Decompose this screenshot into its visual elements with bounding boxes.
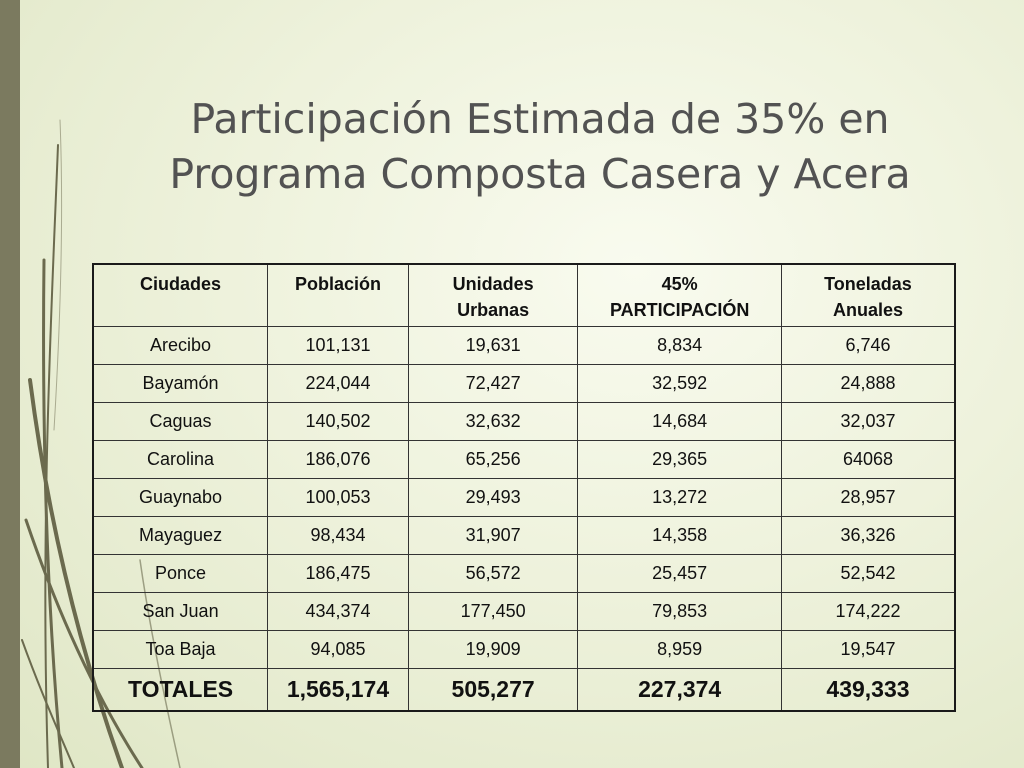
cell-poblacion: 98,434 xyxy=(268,516,409,554)
cell-ciudad: Toa Baja xyxy=(93,630,268,668)
table-row xyxy=(93,516,955,554)
cell-unidades: 177,450 xyxy=(408,592,577,630)
cell-poblacion: 140,502 xyxy=(268,402,409,440)
totals-poblacion: 1,565,174 xyxy=(268,668,409,711)
cell-toneladas: 32,037 xyxy=(781,402,955,440)
cell-poblacion: 100,053 xyxy=(268,478,409,516)
cell-participacion: 25,457 xyxy=(578,554,782,592)
cell-unidades: 29,493 xyxy=(408,478,577,516)
cell-unidades: 65,256 xyxy=(408,440,577,478)
cell-poblacion: 186,076 xyxy=(268,440,409,478)
cell-ciudad: Arecibo xyxy=(93,326,268,364)
cell-poblacion: 94,085 xyxy=(268,630,409,668)
table-row xyxy=(93,554,955,592)
cell-ciudad: Carolina xyxy=(93,440,268,478)
totals-participacion: 227,374 xyxy=(578,668,782,711)
table-row xyxy=(93,364,955,402)
cell-unidades: 72,427 xyxy=(408,364,577,402)
cell-participacion: 79,853 xyxy=(578,592,782,630)
cell-unidades: 32,632 xyxy=(408,402,577,440)
table-row xyxy=(93,592,955,630)
cell-poblacion: 434,374 xyxy=(268,592,409,630)
totals-row xyxy=(93,668,955,711)
cell-toneladas: 19,547 xyxy=(781,630,955,668)
cell-unidades: 56,572 xyxy=(408,554,577,592)
cell-participacion: 13,272 xyxy=(578,478,782,516)
cell-toneladas: 52,542 xyxy=(781,554,955,592)
header-ciudades: Ciudades xyxy=(93,264,268,326)
cell-toneladas: 24,888 xyxy=(781,364,955,402)
slide-title xyxy=(100,92,980,202)
cell-toneladas: 174,222 xyxy=(781,592,955,630)
totals-unidades: 505,277 xyxy=(408,668,577,711)
cell-participacion: 29,365 xyxy=(578,440,782,478)
cell-participacion: 32,592 xyxy=(578,364,782,402)
cell-ciudad: Ponce xyxy=(93,554,268,592)
title-line-2: Programa Composta Casera y Acera xyxy=(169,150,911,198)
totals-toneladas: 439,333 xyxy=(781,668,955,711)
table-header-row xyxy=(93,264,955,326)
cell-poblacion: 186,475 xyxy=(268,554,409,592)
table-row xyxy=(93,478,955,516)
cell-ciudad: Guaynabo xyxy=(93,478,268,516)
cell-ciudad: Bayamón xyxy=(93,364,268,402)
cell-toneladas: 64068 xyxy=(781,440,955,478)
table-row xyxy=(93,326,955,364)
cell-toneladas: 36,326 xyxy=(781,516,955,554)
totals-label: TOTALES xyxy=(93,668,268,711)
table-row xyxy=(93,402,955,440)
header-participacion: 45% PARTICIPACIÓN xyxy=(578,264,782,326)
table-row xyxy=(93,440,955,478)
cell-ciudad: Caguas xyxy=(93,402,268,440)
cell-participacion: 8,959 xyxy=(578,630,782,668)
cell-participacion: 8,834 xyxy=(578,326,782,364)
cell-participacion: 14,358 xyxy=(578,516,782,554)
cell-participacion: 14,684 xyxy=(578,402,782,440)
header-unidades-urbanas: Unidades Urbanas xyxy=(408,264,577,326)
cell-unidades: 31,907 xyxy=(408,516,577,554)
cell-poblacion: 101,131 xyxy=(268,326,409,364)
table-row xyxy=(93,630,955,668)
cell-unidades: 19,909 xyxy=(408,630,577,668)
header-toneladas-anuales: Toneladas Anuales xyxy=(781,264,955,326)
cell-poblacion: 224,044 xyxy=(268,364,409,402)
cell-toneladas: 6,746 xyxy=(781,326,955,364)
header-poblacion: Población xyxy=(268,264,409,326)
title-line-1: Participación Estimada de 35% en xyxy=(190,95,890,143)
cell-ciudad: Mayaguez xyxy=(93,516,268,554)
cell-toneladas: 28,957 xyxy=(781,478,955,516)
data-table xyxy=(92,263,956,712)
cell-ciudad: San Juan xyxy=(93,592,268,630)
cell-unidades: 19,631 xyxy=(408,326,577,364)
